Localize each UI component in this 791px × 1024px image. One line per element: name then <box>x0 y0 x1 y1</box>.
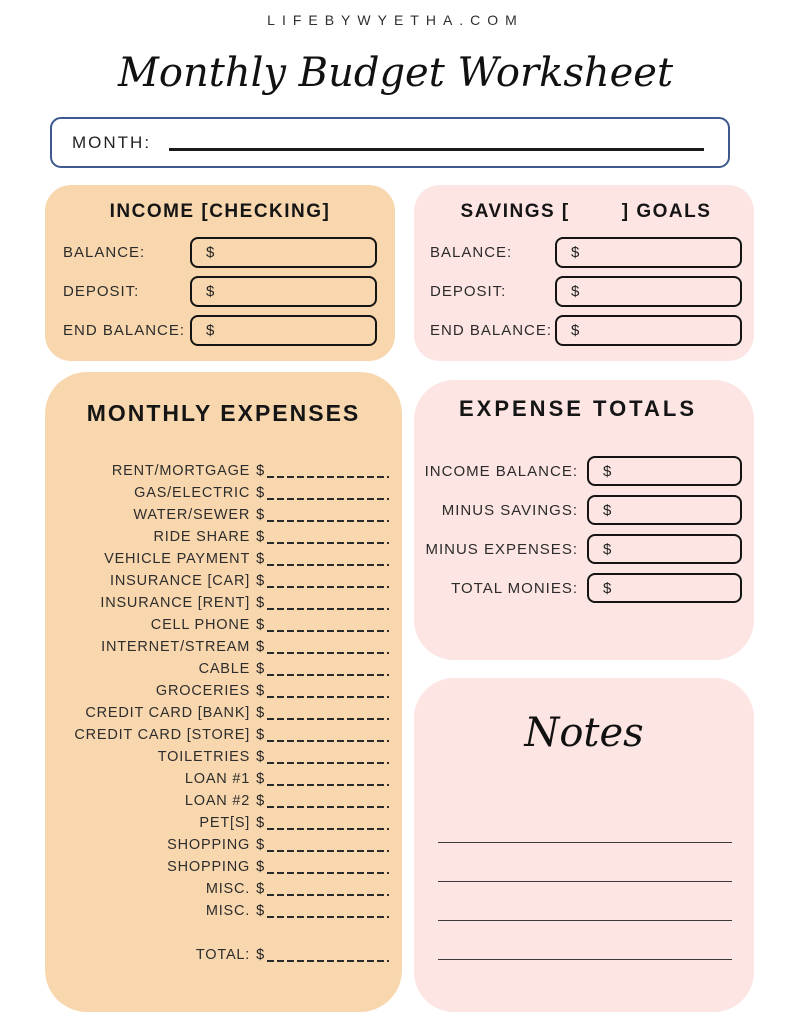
expense-total-row <box>45 944 402 966</box>
amount-dash-line[interactable] <box>267 531 389 544</box>
expense-label: SHOPPING <box>167 859 251 875</box>
totals-row <box>414 573 742 603</box>
expense-row <box>45 900 402 922</box>
expense-label: INSURANCE [RENT] <box>100 595 251 611</box>
amount-dash-line[interactable] <box>267 773 389 786</box>
amount-input-box[interactable] <box>190 315 377 346</box>
currency-symbol: $ <box>256 947 265 963</box>
notes-line[interactable] <box>438 882 732 921</box>
amount-dash-line[interactable] <box>267 575 389 588</box>
totals-row <box>414 495 742 525</box>
savings-row <box>430 237 742 268</box>
expense-label: VEHICLE PAYMENT <box>104 551 251 567</box>
amount-dash-line[interactable] <box>267 465 389 478</box>
amount-input-box[interactable] <box>190 237 377 268</box>
field-label: INCOME BALANCE: <box>424 462 578 480</box>
notes-lines <box>438 804 732 960</box>
currency-symbol: $ <box>256 661 265 677</box>
totals-rows <box>414 456 742 603</box>
amount-dash-line[interactable] <box>267 861 389 874</box>
field-label: DEPOSIT: <box>430 283 507 300</box>
amount-dash-line[interactable] <box>267 817 389 830</box>
amount-input-box[interactable] <box>555 237 742 268</box>
currency-symbol: $ <box>603 579 612 597</box>
amount-input-box[interactable] <box>587 534 742 564</box>
expense-label: MISC. <box>205 903 251 919</box>
month-label: MONTH: <box>72 132 152 152</box>
expense-row <box>45 680 402 702</box>
income-panel <box>45 185 395 361</box>
expense-row <box>45 614 402 636</box>
expense-label: INTERNET/STREAM <box>101 639 251 655</box>
notes-title: Notes <box>524 710 644 756</box>
expense-label: RIDE SHARE <box>153 529 251 545</box>
amount-dash-line[interactable] <box>267 949 389 962</box>
income-row <box>63 276 377 307</box>
currency-symbol: $ <box>256 859 265 875</box>
savings-panel <box>414 185 754 361</box>
currency-symbol: $ <box>206 322 215 339</box>
expense-label: TOILETRIES <box>157 749 251 765</box>
currency-symbol: $ <box>603 501 612 519</box>
expenses-title: MONTHLY EXPENSES <box>86 400 361 426</box>
amount-dash-line[interactable] <box>267 619 389 632</box>
expense-label: INSURANCE [CAR] <box>110 573 251 589</box>
amount-dash-line[interactable] <box>267 905 389 918</box>
expense-label: CABLE <box>198 661 251 677</box>
expense-row <box>45 768 402 790</box>
expenses-list <box>45 460 402 922</box>
expense-row <box>45 658 402 680</box>
currency-symbol: $ <box>603 462 612 480</box>
totals-row <box>414 534 742 564</box>
month-input-line[interactable] <box>169 135 704 151</box>
field-label: DEPOSIT: <box>63 283 140 300</box>
currency-symbol: $ <box>571 283 580 300</box>
expense-label: SHOPPING <box>167 837 251 853</box>
expense-label: MISC. <box>205 881 251 897</box>
expense-row <box>45 504 402 526</box>
income-row <box>63 315 377 346</box>
amount-dash-line[interactable] <box>267 597 389 610</box>
site-url: LIFEBYWYETHA.COM <box>267 12 524 28</box>
expenses-panel <box>45 372 402 1012</box>
expense-row <box>45 790 402 812</box>
savings-row <box>430 276 742 307</box>
currency-symbol: $ <box>256 639 265 655</box>
amount-input-box[interactable] <box>587 495 742 525</box>
income-title: INCOME [CHECKING] <box>109 201 331 222</box>
field-label: MINUS EXPENSES: <box>425 540 578 558</box>
currency-symbol: $ <box>256 903 265 919</box>
expense-totals-title: EXPENSE TOTALS <box>458 396 697 421</box>
notes-panel <box>414 678 754 1012</box>
totals-row <box>414 456 742 486</box>
expense-row <box>45 460 402 482</box>
notes-line[interactable] <box>438 921 732 960</box>
currency-symbol: $ <box>256 793 265 809</box>
amount-input-box[interactable] <box>190 276 377 307</box>
field-label: BALANCE: <box>63 244 146 261</box>
expense-row <box>45 570 402 592</box>
amount-dash-line[interactable] <box>267 685 389 698</box>
currency-symbol: $ <box>603 540 612 558</box>
currency-symbol: $ <box>256 771 265 787</box>
amount-input-box[interactable] <box>587 573 742 603</box>
amount-dash-line[interactable] <box>267 487 389 500</box>
field-label: BALANCE: <box>430 244 513 261</box>
expense-label: CREDIT CARD [BANK] <box>85 705 251 721</box>
currency-symbol: $ <box>256 551 265 567</box>
amount-input-box[interactable] <box>587 456 742 486</box>
expense-row <box>45 482 402 504</box>
currency-symbol: $ <box>256 485 265 501</box>
expense-label: WATER/SEWER <box>133 507 251 523</box>
amount-dash-line[interactable] <box>267 641 389 654</box>
currency-symbol: $ <box>256 705 265 721</box>
currency-symbol: $ <box>206 283 215 300</box>
field-label: END BALANCE: <box>63 322 186 339</box>
currency-symbol: $ <box>256 617 265 633</box>
expense-row <box>45 636 402 658</box>
expense-row <box>45 856 402 878</box>
month-field <box>50 117 730 168</box>
amount-dash-line[interactable] <box>267 751 389 764</box>
currency-symbol: $ <box>256 529 265 545</box>
currency-symbol: $ <box>256 463 265 479</box>
expense-label: GROCERIES <box>155 683 251 699</box>
page-title: Monthly Budget Worksheet <box>117 50 674 96</box>
savings-title-prefix: SAVINGS [ <box>460 201 570 222</box>
amount-dash-line[interactable] <box>267 883 389 896</box>
amount-input-box[interactable] <box>555 315 742 346</box>
amount-dash-line[interactable] <box>267 839 389 852</box>
expense-label: LOAN #2 <box>184 793 251 809</box>
currency-symbol: $ <box>571 322 580 339</box>
expense-row <box>45 812 402 834</box>
expense-label: CELL PHONE <box>150 617 251 633</box>
currency-symbol: $ <box>256 815 265 831</box>
expense-row <box>45 592 402 614</box>
savings-title <box>430 199 742 225</box>
expense-row <box>45 834 402 856</box>
currency-symbol: $ <box>256 595 265 611</box>
income-rows <box>63 237 377 346</box>
amount-dash-line[interactable] <box>267 663 389 676</box>
currency-symbol: $ <box>256 683 265 699</box>
notes-line[interactable] <box>438 804 732 843</box>
expense-row <box>45 878 402 900</box>
expense-row <box>45 702 402 724</box>
currency-symbol: $ <box>571 244 580 261</box>
field-label: TOTAL MONIES: <box>451 579 578 597</box>
expense-label: LOAN #1 <box>184 771 251 787</box>
savings-title-suffix: ] GOALS <box>621 201 712 222</box>
amount-dash-line[interactable] <box>267 509 389 522</box>
currency-symbol: $ <box>256 749 265 765</box>
savings-row <box>430 315 742 346</box>
expense-total-label: TOTAL: <box>195 947 251 963</box>
amount-input-box[interactable] <box>555 276 742 307</box>
amount-dash-line[interactable] <box>267 707 389 720</box>
expense-label: RENT/MORTGAGE <box>111 463 251 479</box>
expense-row <box>45 548 402 570</box>
amount-dash-line[interactable] <box>267 729 389 742</box>
notes-line[interactable] <box>438 843 732 882</box>
income-row <box>63 237 377 268</box>
expense-totals-panel <box>414 380 754 660</box>
expense-label: GAS/ELECTRIC <box>134 485 251 501</box>
expense-row <box>45 724 402 746</box>
currency-symbol: $ <box>256 881 265 897</box>
expense-label: PET[S] <box>199 815 251 831</box>
expense-label: CREDIT CARD [STORE] <box>74 727 251 743</box>
expense-row <box>45 526 402 548</box>
currency-symbol: $ <box>256 573 265 589</box>
currency-symbol: $ <box>256 507 265 523</box>
currency-symbol: $ <box>256 837 265 853</box>
amount-dash-line[interactable] <box>267 553 389 566</box>
currency-symbol: $ <box>206 244 215 261</box>
amount-dash-line[interactable] <box>267 795 389 808</box>
savings-rows <box>430 237 742 346</box>
field-label: MINUS SAVINGS: <box>441 501 578 519</box>
currency-symbol: $ <box>256 727 265 743</box>
field-label: END BALANCE: <box>430 322 553 339</box>
expense-row <box>45 746 402 768</box>
